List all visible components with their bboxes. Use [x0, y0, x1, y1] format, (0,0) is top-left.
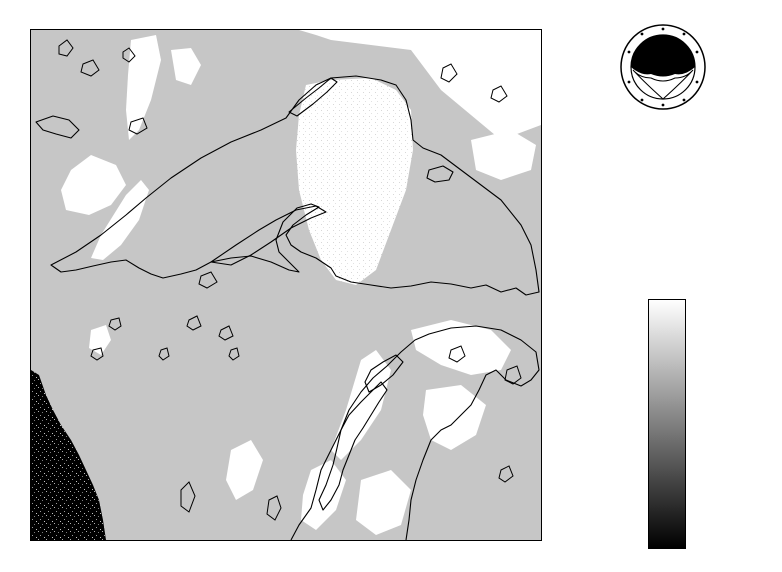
- cloud-region: [296, 78, 413, 285]
- cloud-region: [411, 320, 511, 375]
- inland-lake: [181, 482, 195, 512]
- inland-lake: [219, 326, 233, 340]
- inland-lake: [159, 348, 169, 360]
- north-shore-fragment: [36, 116, 79, 138]
- lake-nipigon: [427, 166, 453, 182]
- coastline-layer: [36, 76, 539, 540]
- noaa-logo-icon: [620, 24, 706, 110]
- cloud-region: [356, 470, 411, 535]
- inland-lake: [109, 318, 121, 330]
- cloud-region: [331, 350, 391, 460]
- dark-noise-region: [31, 370, 106, 540]
- inland-lake: [199, 272, 217, 288]
- inland-lake: [505, 366, 521, 384]
- map-canvas: [31, 30, 541, 540]
- cloud-region: [471, 130, 536, 180]
- cloud-region: [301, 460, 346, 530]
- inland-lake: [187, 316, 201, 330]
- cloud-region: [89, 325, 111, 355]
- cloud-region: [171, 48, 201, 85]
- datetime-line: [592, 163, 604, 174]
- cloud-cover-layer: [61, 30, 541, 535]
- colorbar-axis: [686, 292, 756, 558]
- inland-lake: [267, 496, 281, 520]
- inland-lake: [59, 40, 73, 56]
- inland-lake: [229, 348, 239, 360]
- product-info-panel: [560, 20, 770, 560]
- cloud-region: [226, 440, 263, 500]
- cloud-region: [61, 155, 126, 215]
- inland-lake: [499, 466, 513, 482]
- inland-lake: [81, 60, 99, 76]
- reflectance-colorbar: [648, 299, 686, 549]
- satellite-image-map: [30, 29, 542, 541]
